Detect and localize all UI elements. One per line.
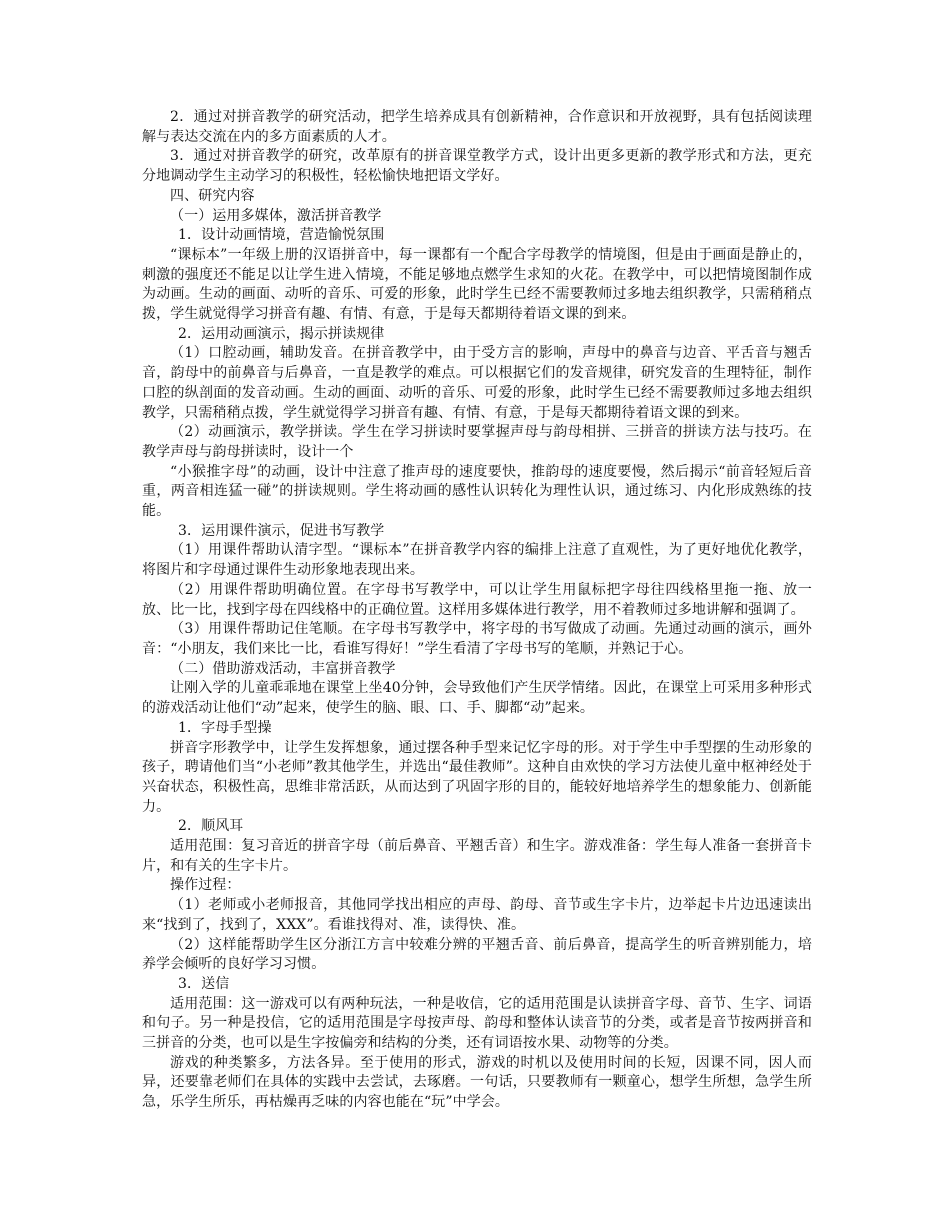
paragraph-animation-context: “课标本”一年级上册的汉语拼音中，每一课都有一个配合字母教学的情境图，但是由于画面是静止的，刺激的强度还不能足以让学生进入情境，不能足够地点燃学生求知的火花。在教学中，可以把情境图制作成为动画。生动的画面、动听的音乐、可爱的形象，此时学生已经不需要教师过多地去组织教学，只需稍稍点拨，学生就觉得学习拼音有趣、有情、有意，于是每天都期待着语文课的到来。 [142, 246, 812, 323]
paragraph-animation-spelling: （2）动画演示，教学拼读。学生在学习拼读时要掌握声母与韵母相拼、三拼音的拼读方法与技巧。在教学声母与韵母拼读时，设计一个 [142, 424, 812, 460]
paragraph-procedure-2: （2）这样能帮助学生区分浙江方言中较难分辨的平翘舌音、前后鼻音，提高学生的听音辨别能力，培养学会倾听的良好学习习惯。 [142, 936, 812, 973]
paragraph-courseware-shape: （1）用课件帮助认清字型。“课标本”在拼音教学内容的编排上注意了直观性，为了更好地优化教学，将图片和字母通过课件生动形象地表现出来。 [142, 542, 812, 579]
heading-send-letter: 3．送信 [178, 975, 230, 992]
document-page [142, 108, 812, 1113]
paragraph-hand-gesture: 拼音字形教学中，让学生发挥想象，通过摆各种手型来记忆字母的形。对于学生中手型摆的生动形象的孩子，聘请他们当“小老师”教其他学生，并选出“最佳教师”。这种自由欢快的学习方法使儿童中枢神经处于兴奋状态，积极性高，思维非常活跃，从而达到了巩固字形的目的，能较好地培养学生的想象能力、创新能力。 [142, 739, 812, 815]
paragraph-monkey-animation: “小猴推字母”的动画，设计中注意了推声母的速度要快，推韵母的速度要慢，然后揭示“前音轻短后音重，两音相连猛一碰”的拼读规则。学生将动画的感性认识转化为理性认识，通过练习、内化形成熟练的技能。 [142, 463, 812, 520]
heading-research-content: 四、研究内容 [170, 187, 255, 204]
paragraph-games-intro: 让刚入学的儿童乖乖地在课堂上坐40分钟，会导致他们产生厌学情绪。因此，在课堂上可采用多种形式的游戏活动让他们“动”起来，使学生的脑、眼、口、手、脚都“动”起来。 [142, 680, 812, 717]
paragraph-oral-animation: （1）口腔动画，辅助发音。在拼音教学中，由于受方言的影响，声母中的鼻音与边音、平舌音与翘舌音，韵母中的前鼻音与后鼻音，一直是教学的难点。可以根据它们的发音规律，研究发音的生理特征，制作口腔的纵剖面的发音动画。生动的画面、动听的音乐、可爱的形象，此时学生已经不需要教师过多地去组织教学，只需稍稍点拨，学生就觉得学习拼音有趣、有情、有意，于是每天都期待着语文课的到来。 [142, 345, 812, 421]
paragraph-send-letter-scope: 适用范围：这一游戏可以有两种玩法，一种是收信，它的适用范围是认读拼音字母、音节、生字、词语和句子。另一种是投信，它的适用范围是字母按声母、韵母和整体认读音节的分类，或者是音节按两拼音和三拼音的分类，也可以是生字按偏旁和结构的分类，还有词语按水果、动物等的分类。 [142, 995, 812, 1052]
heading-keen-ear: 2．顺风耳 [178, 818, 244, 835]
paragraph-procedure-1: （1）老师或小老师报音，其他同学找出相应的声母、韵母、音节或生字卡片，边举起卡片边迅速读出来“找到了，找到了，XXX”。看谁找得对、准，读得快、准。 [142, 897, 812, 933]
heading-animation-context: 1．设计动画情境，营造愉悦氛围 [178, 227, 385, 244]
paragraph-conclusion: 游戏的种类繁多，方法各异。至于使用的形式，游戏的时机以及使用时间的长短，因课不同，因人而异，还要靠老师们在具体的实践中去尝试，去琢磨。一句话，只要教师有一颗童心，想学生所想，急学生所急，乐学生所乐，再枯燥再乏味的内容也能在“玩”中学会。 [142, 1054, 812, 1111]
paragraph-procedure-label: 操作过程： [170, 877, 241, 894]
paragraph-courseware-position: （2）用课件帮助明确位置。在字母书写教学中，可以让学生用鼠标把字母往四线格里拖一拖、放一放、比一比，找到字母在四线格中的正确位置。这样用多媒体进行教学，用不着教师过多地讲解和强调了。 [142, 581, 812, 618]
paragraph-courseware-stroke: （3）用课件帮助记住笔顺。在字母书写教学中，将字母的书写做成了动画。先通过动画的演示，画外音：“小朋友，我们来比一比，看谁写得好！”学生看清了字母书写的笔顺，并熟记于心。 [142, 621, 812, 657]
paragraph-goal-2: 2．通过对拼音教学的研究活动，把学生培养成具有创新精神，合作意识和开放视野，具有包括阅读理解与表达交流在内的多方面素质的人才。 [142, 109, 812, 145]
heading-multimedia: （一）运用多媒体，激活拼音教学 [170, 207, 382, 224]
heading-courseware: 3．运用课件演示，促进书写教学 [178, 522, 385, 539]
heading-hand-gesture: 1．字母手型操 [178, 719, 272, 736]
paragraph-goal-3: 3．通过对拼音教学的研究，改革原有的拼音课堂教学方式，设计出更多更新的教学形式和方法，更充分地调动学生主动学习的积极性，轻松愉快地把语文学好。 [142, 148, 812, 185]
heading-games: （二）借助游戏活动，丰富拼音教学 [170, 660, 396, 677]
paragraph-keen-ear-scope: 适用范围：复习音近的拼音字母（前后鼻音、平翘舌音）和生字。游戏准备：学生每人准备一套拼音卡片，和有关的生字卡片。 [142, 838, 812, 874]
heading-animation-demo: 2．运用动画演示，揭示拼读规律 [178, 325, 385, 342]
